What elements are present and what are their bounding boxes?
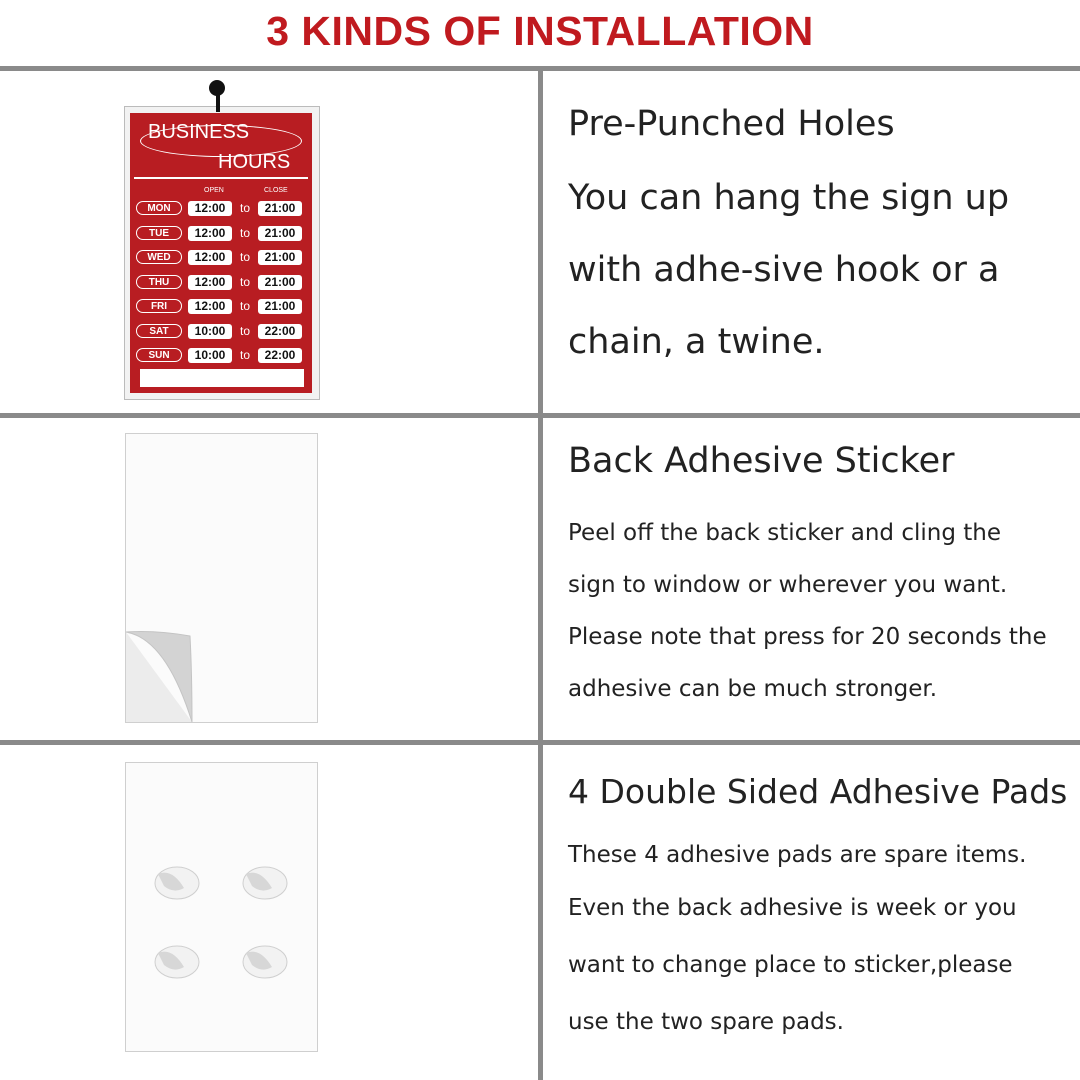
- adhesive-pad-icon: [242, 945, 288, 979]
- sign-back-sheet: [125, 433, 318, 723]
- sign-to-label: to: [239, 274, 250, 289]
- sign-open-time: 12:00: [188, 250, 232, 265]
- business-hours-sign: [130, 113, 312, 393]
- sign-close-time: 21:00: [258, 275, 302, 290]
- pads-sheet: [125, 762, 318, 1052]
- section-1-line-1: You can hang the sign up: [568, 178, 1010, 218]
- adhesive-pad-icon: [154, 866, 200, 900]
- section-2-line-3: Please note that press for 20 seconds the: [568, 624, 1047, 650]
- adhesive-pad-icon: [154, 945, 200, 979]
- sign-open-time: 12:00: [188, 226, 232, 241]
- sign-hours-row: [136, 199, 308, 217]
- sign-to-label: to: [239, 348, 250, 362]
- section-3-line-4: use the two spare pads.: [568, 1009, 844, 1035]
- sign-day-label: THU: [136, 275, 182, 289]
- section-2-line-2: sign to window or wherever you want.: [568, 572, 1008, 598]
- sign-close-time: 22:00: [258, 324, 302, 339]
- sign-to-label: to: [239, 225, 250, 240]
- sign-close-time: 21:00: [258, 299, 302, 314]
- sign-close-time: 22:00: [258, 348, 302, 363]
- sign-day-label: FRI: [136, 299, 182, 313]
- section-1-heading: Pre-Punched Holes: [568, 104, 895, 144]
- suction-hook-head: [209, 80, 225, 96]
- sign-open-time: 12:00: [188, 299, 232, 314]
- section-3-line-1: These 4 adhesive pads are spare items.: [568, 842, 1027, 868]
- sign-open-time: 10:00: [188, 324, 232, 339]
- sign-hours-row: [136, 346, 308, 364]
- sign-hours-row: [136, 297, 308, 315]
- sign-open-time: 12:00: [188, 275, 232, 290]
- sign-close-label: CLOSE: [264, 187, 288, 194]
- sign-close-time: 21:00: [258, 250, 302, 265]
- sign-hours-row: [136, 273, 308, 291]
- section-2-heading: Back Adhesive Sticker: [568, 441, 955, 481]
- adhesive-pad-icon: [242, 866, 288, 900]
- sign-close-time: 21:00: [258, 226, 302, 241]
- section-1-line-2: with adhe-sive hook or a: [568, 250, 1000, 290]
- sign-blank-bar: [140, 369, 304, 387]
- sign-open-time: 10:00: [188, 348, 232, 363]
- section-3-line-3: want to change place to sticker,please: [568, 952, 1013, 978]
- sign-close-time: 21:00: [258, 201, 302, 216]
- sign-hours-row: [136, 248, 308, 266]
- page-title: 3 KINDS OF INSTALLATION: [266, 8, 814, 54]
- sign-to-label: to: [239, 250, 250, 264]
- section-2-line-4: adhesive can be much stronger.: [568, 676, 938, 702]
- sign-to-label: to: [239, 201, 250, 215]
- sign-to-label: to: [239, 323, 250, 338]
- sign-day-label: MON: [136, 201, 182, 215]
- section-1-line-3: chain, a twine.: [568, 322, 825, 362]
- sign-open-label: OPEN: [204, 187, 224, 194]
- sign-separator: [134, 177, 308, 179]
- sign-day-label: SUN: [136, 348, 182, 362]
- sign-day-label: WED: [136, 250, 182, 264]
- sign-title-line2: HOURS: [218, 151, 291, 173]
- sign-day-label: TUE: [136, 226, 182, 240]
- divider-vertical: [538, 68, 543, 1080]
- sign-hours-row: [136, 224, 308, 242]
- sign-title-line1: BUSINESS: [148, 121, 250, 143]
- sign-day-label: SAT: [136, 324, 182, 338]
- section-3-line-2: Even the back adhesive is week or you: [568, 895, 1017, 921]
- section-2-line-1: Peel off the back sticker and cling the: [568, 520, 1002, 546]
- sign-hours-row: [136, 322, 308, 340]
- peeled-corner-icon: [126, 434, 319, 724]
- sign-to-label: to: [239, 299, 250, 313]
- sign-open-time: 12:00: [188, 201, 232, 216]
- section-3-heading: 4 Double Sided Adhesive Pads: [568, 772, 1068, 811]
